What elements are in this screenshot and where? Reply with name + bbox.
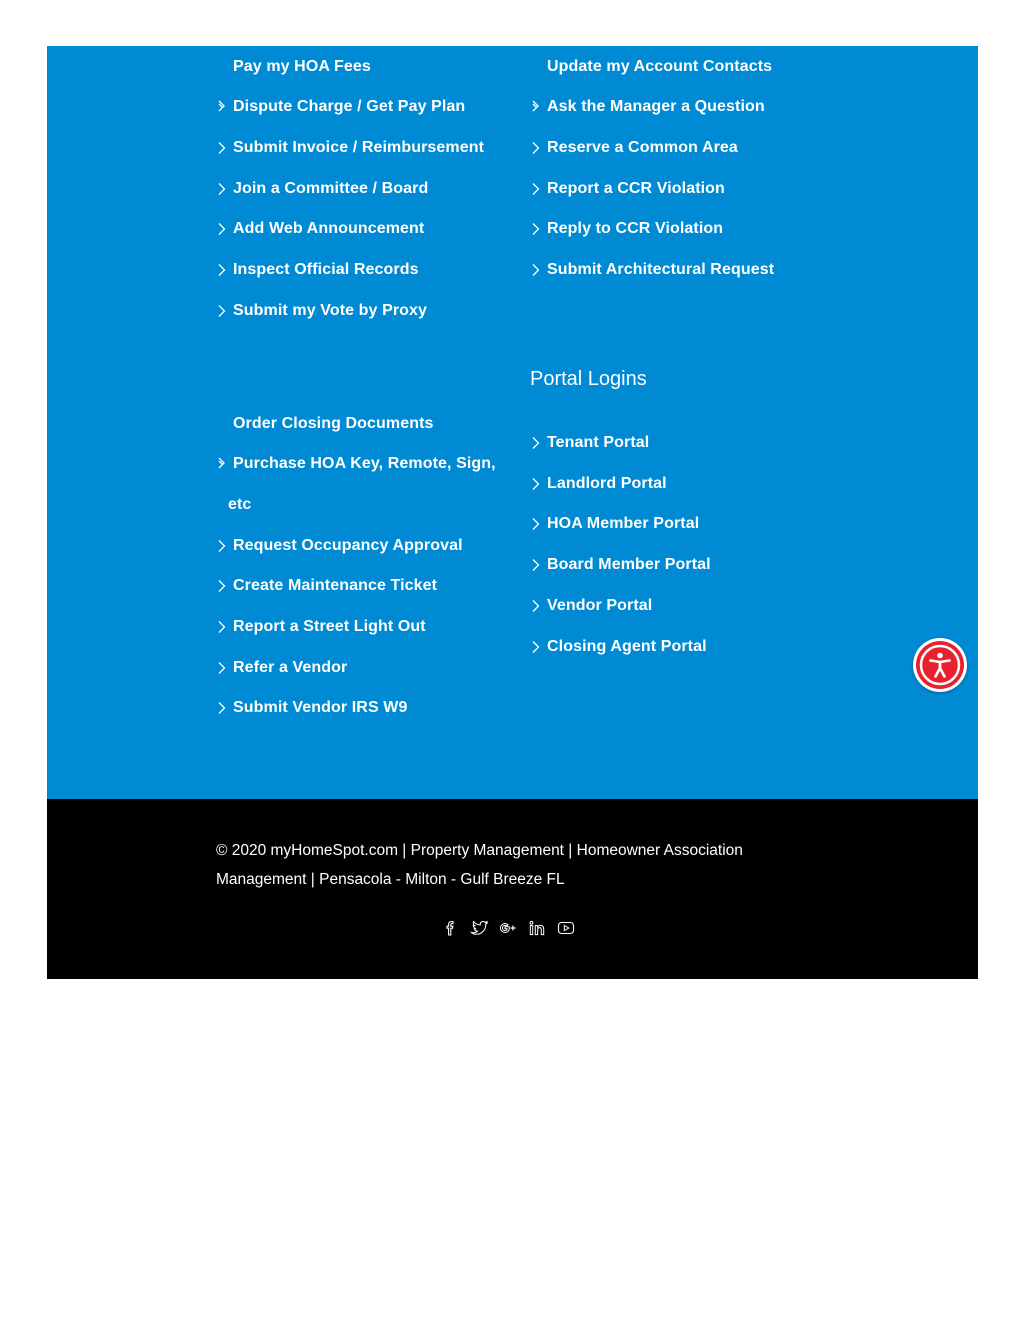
chevron-right-icon xyxy=(530,558,542,572)
link-label: Purchase HOA Key, Remote, Sign, xyxy=(233,455,496,472)
double-chevron-right-icon xyxy=(530,100,542,114)
link-reply-ccr-violation[interactable] xyxy=(547,219,723,239)
link-label: Submit Invoice / Reimbursement xyxy=(233,139,485,156)
link-vendor-portal[interactable] xyxy=(547,596,652,616)
chevron-right-icon xyxy=(216,222,228,236)
link-label: Reserve a Common Area xyxy=(547,139,738,156)
link-vendor-irs-w9[interactable] xyxy=(233,698,407,718)
link-hoa-member-portal[interactable] xyxy=(547,514,699,534)
link-label: Add Web Announcement xyxy=(233,220,425,237)
link-label: Dispute Charge / Get Pay Plan xyxy=(233,98,466,115)
link-dispute-charge[interactable] xyxy=(233,97,465,117)
chevron-right-icon xyxy=(530,517,542,531)
link-label: Landlord Portal xyxy=(547,475,667,492)
link-board-member-portal[interactable] xyxy=(547,555,711,575)
chevron-right-icon xyxy=(530,599,542,613)
link-purchase-hoa-key[interactable] xyxy=(233,454,496,474)
chevron-right-icon xyxy=(216,304,228,318)
chevron-right-icon xyxy=(530,182,542,196)
chevron-right-icon xyxy=(530,263,542,277)
link-label: Request Occupancy Approval xyxy=(233,537,463,554)
link-label: Join a Committee / Board xyxy=(233,180,429,197)
link-inspect-records[interactable] xyxy=(233,260,419,280)
double-chevron-right-icon xyxy=(216,100,228,114)
link-label: Board Member Portal xyxy=(547,556,711,573)
link-order-closing-docs[interactable]: Order Closing Documents xyxy=(233,415,434,432)
double-chevron-right-icon xyxy=(216,457,228,471)
chevron-right-icon xyxy=(530,436,542,450)
link-label: Create Maintenance Ticket xyxy=(233,577,438,594)
chevron-right-icon xyxy=(530,141,542,155)
copyright-line-2: Management | Pensacola - Milton - Gulf Breeze FL xyxy=(216,871,565,888)
link-label: Closing Agent Portal xyxy=(547,638,707,655)
facebook-icon[interactable] xyxy=(440,918,460,938)
linkedin-icon[interactable] xyxy=(527,918,547,938)
link-report-ccr-violation[interactable] xyxy=(547,179,725,199)
link-label: Submit my Vote by Proxy xyxy=(233,302,428,319)
twitter-icon[interactable] xyxy=(469,918,489,938)
link-ask-manager[interactable] xyxy=(547,97,765,117)
google-plus-icon[interactable] xyxy=(498,918,518,938)
link-vote-by-proxy[interactable] xyxy=(233,301,427,321)
link-reserve-common-area[interactable] xyxy=(547,138,738,158)
link-pay-hoa-fees[interactable]: Pay my HOA Fees xyxy=(233,58,371,75)
link-submit-invoice[interactable] xyxy=(233,138,484,158)
link-add-web-announcement[interactable] xyxy=(233,219,424,239)
chevron-right-icon xyxy=(216,263,228,277)
link-label: HOA Member Portal xyxy=(547,515,700,532)
chevron-right-icon xyxy=(530,640,542,654)
link-architectural-request[interactable] xyxy=(547,260,774,280)
link-label: Submit Vendor IRS W9 xyxy=(233,699,408,716)
accessibility-button[interactable] xyxy=(913,638,967,692)
copyright-line-1: © 2020 myHomeSpot.com | Property Management | Homeowner Association xyxy=(216,842,743,859)
link-refer-vendor[interactable] xyxy=(233,658,347,678)
youtube-icon[interactable] xyxy=(556,918,576,938)
links-panel xyxy=(47,46,978,799)
link-label: Reply to CCR Violation xyxy=(547,220,724,237)
chevron-right-icon xyxy=(216,620,228,634)
link-tenant-portal[interactable] xyxy=(547,433,649,453)
link-label: Submit Architectural Request xyxy=(547,261,775,278)
chevron-right-icon xyxy=(216,182,228,196)
copyright-text xyxy=(216,836,816,894)
chevron-right-icon xyxy=(530,477,542,491)
link-label: Report a Street Light Out xyxy=(233,618,426,635)
chevron-right-icon xyxy=(530,222,542,236)
link-label: Tenant Portal xyxy=(547,434,650,451)
chevron-right-icon xyxy=(216,141,228,155)
chevron-right-icon xyxy=(216,661,228,675)
link-landlord-portal[interactable] xyxy=(547,474,667,494)
link-closing-agent-portal[interactable] xyxy=(547,637,707,657)
link-label: Inspect Official Records xyxy=(233,261,419,278)
link-label: Vendor Portal xyxy=(547,597,653,614)
chevron-right-icon xyxy=(216,539,228,553)
portal-logins-heading: Portal Logins xyxy=(530,368,647,390)
link-join-committee[interactable] xyxy=(233,179,428,199)
link-maintenance-ticket[interactable] xyxy=(233,576,437,596)
chevron-right-icon xyxy=(216,579,228,593)
accessibility-icon xyxy=(916,641,964,689)
link-label: Report a CCR Violation xyxy=(547,180,725,197)
link-label: Ask the Manager a Question xyxy=(547,98,765,115)
link-purchase-hoa-key-continued[interactable]: etc xyxy=(228,496,252,513)
link-update-contacts[interactable]: Update my Account Contacts xyxy=(547,58,773,75)
link-label: Refer a Vendor xyxy=(233,659,348,676)
link-street-light-out[interactable] xyxy=(233,617,426,637)
chevron-right-icon xyxy=(216,701,228,715)
link-request-occupancy[interactable] xyxy=(233,536,463,556)
